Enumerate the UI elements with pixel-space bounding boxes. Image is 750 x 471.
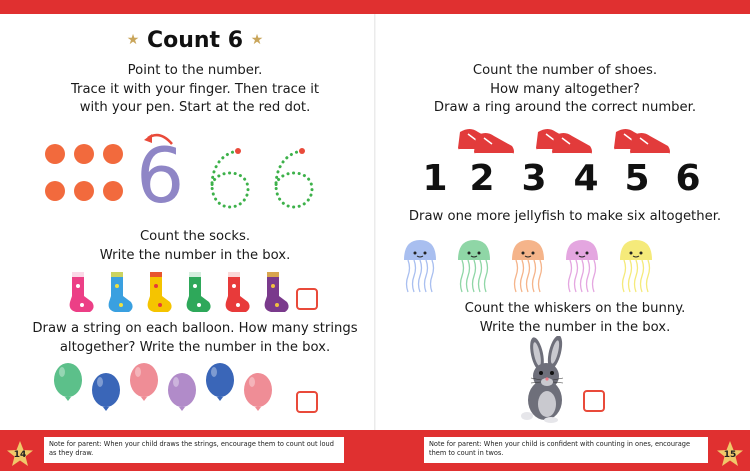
instruction-line: Point to the number. xyxy=(127,63,263,78)
shoes-instructions xyxy=(400,62,730,118)
number-choice-3[interactable]: 3 xyxy=(521,158,547,199)
instruction-line: altogether? Write the number in the box. xyxy=(59,339,331,355)
balloon-icon xyxy=(206,363,234,401)
dotted-six xyxy=(276,151,312,207)
instruction-line: Draw one more jellyfish to make six altogether. xyxy=(408,209,722,224)
page-title xyxy=(110,28,280,53)
balloon-icon xyxy=(54,363,82,401)
dotted-six-traces[interactable] xyxy=(200,145,320,211)
jellyfish-row xyxy=(398,236,668,296)
counting-dot xyxy=(74,181,94,201)
balloon-icon xyxy=(92,373,120,411)
star-icon: ★ xyxy=(250,32,264,48)
number-choice-2[interactable]: 2 xyxy=(469,158,495,199)
dotted-six xyxy=(212,151,248,207)
number-choice-6[interactable]: 6 xyxy=(675,158,701,199)
parent-note-right: Note for parent: When your child is confident with counting in ones, encourage them to count in twos. xyxy=(424,437,708,463)
top-red-bar xyxy=(0,0,750,14)
instruction-line: Draw a ring around the correct number. xyxy=(433,100,697,115)
instruction-line: Count the socks. xyxy=(139,229,251,244)
sock-icon xyxy=(109,272,133,312)
number-choice-1[interactable]: 1 xyxy=(422,158,448,199)
instruction-line: with your pen. Start at the red dot. xyxy=(79,100,311,115)
counting-dot xyxy=(45,181,65,201)
start-red-dot xyxy=(235,148,241,154)
bunny-instructions xyxy=(430,300,720,337)
jellyfish-icon xyxy=(458,240,490,292)
page-number-right: 15 xyxy=(716,440,744,468)
balloon-icon xyxy=(168,373,196,411)
jellyfish-icon xyxy=(620,240,652,292)
page-spine xyxy=(374,14,376,430)
number-choice-4[interactable]: 4 xyxy=(573,158,599,199)
balloon-icon xyxy=(244,373,272,411)
shoe-pair-icon xyxy=(458,129,514,157)
sock-icon xyxy=(265,272,289,312)
sock-icon xyxy=(226,272,250,312)
instruction-line: Count the number of shoes. xyxy=(472,63,658,78)
trace-number-solid: 6 xyxy=(136,131,185,220)
page-title-text: Count 6 xyxy=(146,28,244,53)
instruction-line: Trace it with your finger. Then trace it xyxy=(70,81,320,97)
parent-note-left: Note for parent: When your child draws the strings, encourage them to count out loud as they draw. xyxy=(44,437,344,463)
shoe-pair-icon xyxy=(614,129,670,157)
sock-icon xyxy=(187,272,211,312)
shoes-row xyxy=(456,122,676,158)
sock-icon xyxy=(148,272,172,312)
jellyfish-icon xyxy=(512,240,544,292)
jellyfish-instruction xyxy=(390,208,740,227)
socks-row xyxy=(60,270,296,314)
balloons-row xyxy=(52,358,288,414)
counting-dot xyxy=(45,144,65,164)
bunny-icon xyxy=(515,336,575,424)
start-red-dot xyxy=(299,148,305,154)
counting-dots xyxy=(44,143,128,205)
shoe-pair-icon xyxy=(536,129,592,157)
socks-instructions xyxy=(60,228,330,265)
counting-dot xyxy=(103,181,123,201)
instruction-line: Write the number in the box. xyxy=(479,319,671,335)
instruction-line: Count the whiskers on the bunny. xyxy=(464,301,686,316)
instruction-line: Draw a string on each balloon. How many strings xyxy=(32,321,358,336)
counting-dot xyxy=(103,144,123,164)
star-icon: ★ xyxy=(126,32,140,48)
balloons-answer-box[interactable] xyxy=(296,391,318,413)
jellyfish-icon xyxy=(566,240,598,292)
instruction-line: How many altogether? xyxy=(490,81,640,97)
bunny-answer-box[interactable] xyxy=(583,390,605,412)
balloon-icon xyxy=(130,363,158,401)
jellyfish-icon xyxy=(404,240,436,292)
page-number-left: 14 xyxy=(6,440,34,468)
jellyfish-drawing-area[interactable] xyxy=(676,236,730,296)
socks-answer-box[interactable] xyxy=(296,288,318,310)
counting-dot xyxy=(74,144,94,164)
sock-icon xyxy=(70,272,94,312)
balloons-instructions xyxy=(20,320,370,357)
instruction-line: Write the number in the box. xyxy=(99,247,291,263)
number-choice-5[interactable]: 5 xyxy=(624,158,650,199)
trace-instructions xyxy=(40,62,350,118)
